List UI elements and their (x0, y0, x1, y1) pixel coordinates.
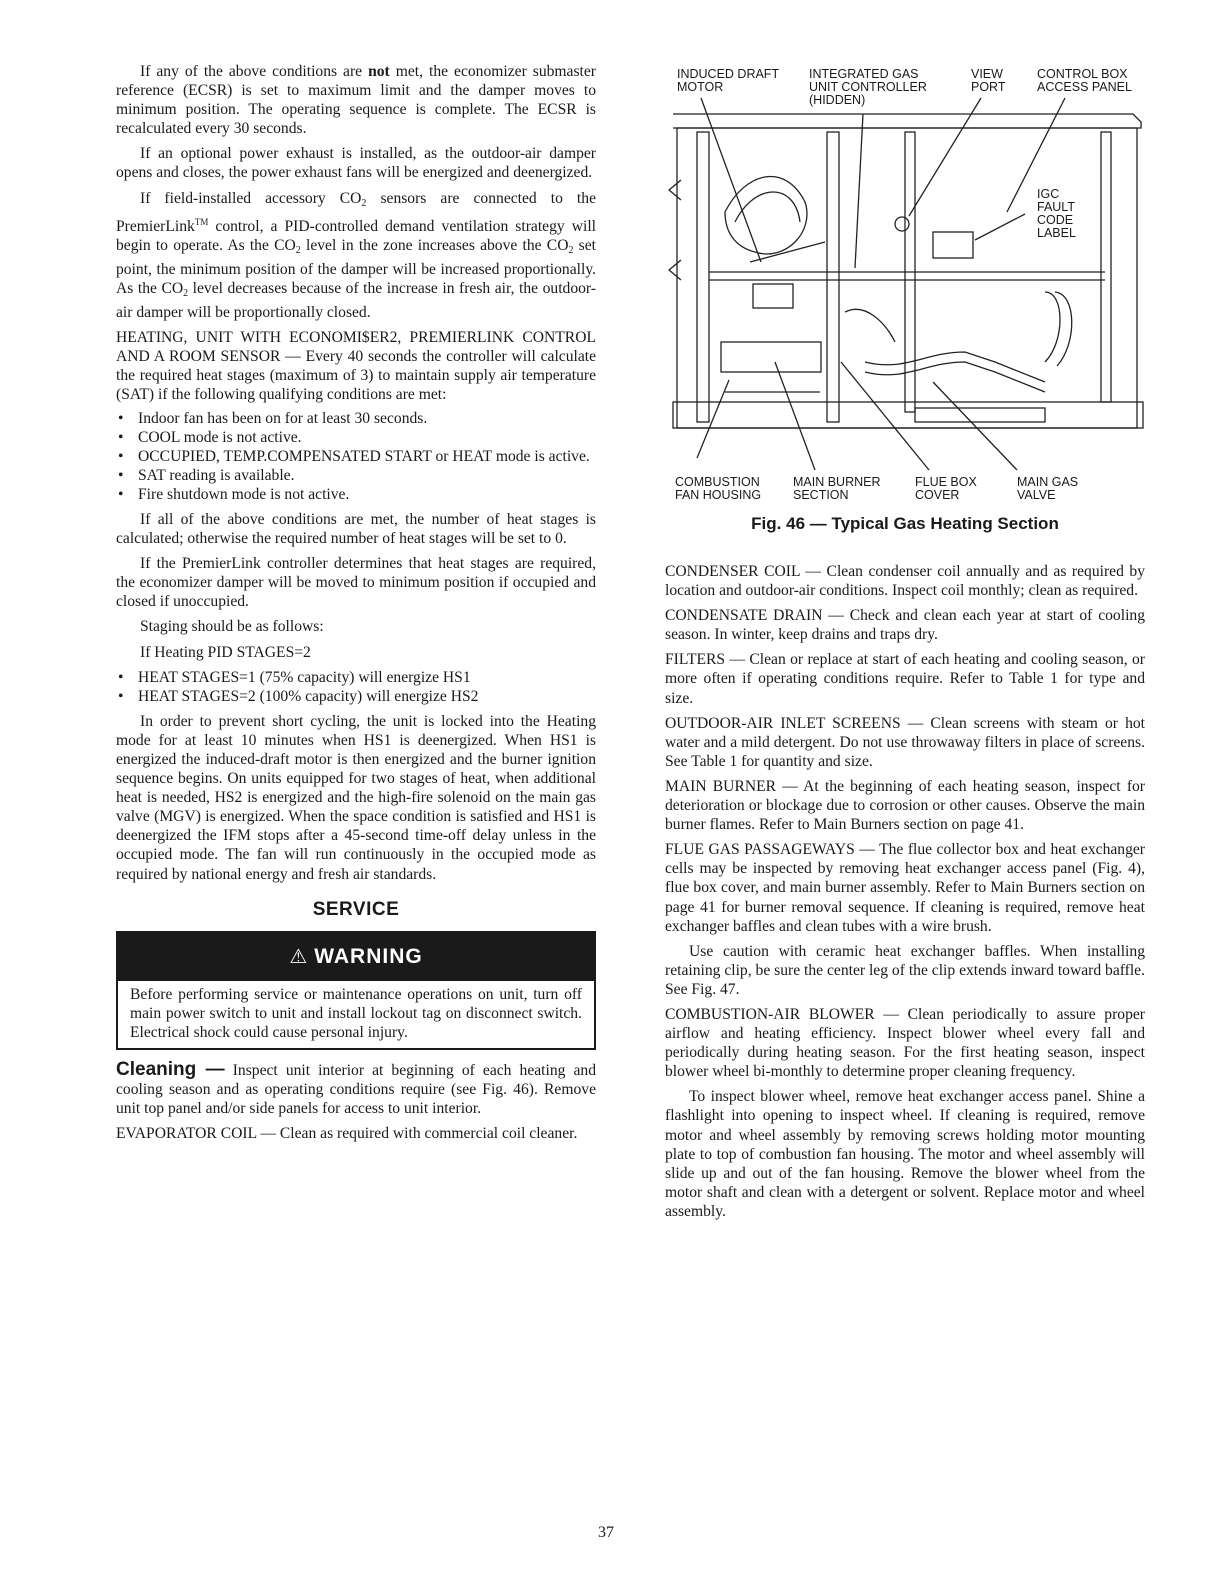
text: sensors are connected to the PremierLink (116, 189, 596, 235)
list-item: • Indoor fan has been on for at least 30 seconds. (116, 409, 596, 428)
list-item: • COOL mode is not active. (116, 428, 596, 447)
text: If any of the above conditions are (140, 63, 369, 80)
label-induced-draft-motor: INDUCED DRAFT MOTOR (677, 67, 780, 94)
section-title-service: SERVICE (312, 898, 400, 920)
text: set point, the minimum position of the damper will be increased proportionally. As the CO (116, 236, 596, 297)
stages-list (116, 668, 596, 706)
list-item: • HEAT STAGES=2 (100% capacity) will energize HS2 (116, 687, 596, 706)
figure-caption: Fig. 46 — Typical Gas Heating Section (751, 514, 1059, 533)
paragraph-evaporator: EVAPORATOR COIL — Clean as required with commercial coil cleaner. (116, 1125, 578, 1143)
label-view-port: VIEW PORT (971, 67, 1006, 94)
subscript: 2 (361, 197, 367, 209)
text: met, the economizer submaster reference (ECSR) is set to maximum limit and the damper moves to minimum position. The operating sequence is complete. The ECSR is recalculated every 30 seconds. (116, 63, 596, 138)
subscript: 2 (295, 244, 301, 256)
warning-header (118, 933, 594, 981)
paragraph-pid: If Heating PID STAGES=2 (140, 643, 311, 661)
label-flue-box-cover: FLUE BOX COVER (915, 475, 977, 502)
warning-text: Before performing service or maintenance operations on unit, turn off main power switch to unit and install lockout tag on disconnect switch. Electrical shock could cause personal injury. (130, 985, 582, 1041)
text: Inspect unit interior at beginning of each heating and cooling season and as operating conditions require (see Fig. 46). Remove unit top panel and/or side panels for access to unit interior. (116, 1062, 596, 1118)
warning-title: WARNING (314, 944, 423, 968)
label-igc-fault-code: IGC FAULT CODE LABEL (1037, 187, 1076, 240)
subscript: 2 (568, 244, 574, 256)
paragraph-staging: Staging should be as follows: (140, 618, 324, 636)
paragraph-short-cycling: In order to prevent short cycling, the unit is locked into the Heating mode for at least 10 minutes when HS1 is deenergized. When HS1 is energized the induced-draft motor is then energized and the burner ignition sequence begins. On units equipped for two stages of heat, when additional heat is needed, HS2 is energized and the high-fire solenoid on the main gas valve (MGV) is energized. When the space condition is satisfied and HS1 is deenergized the IFM stops after a 45-second time-off delay unless in the occupied mode. The fan will run continuously in the occupied mode as required by national energy and fresh air standards. (116, 712, 596, 883)
left-column (116, 62, 596, 1149)
paragraph-inlet-screens: OUTDOOR-AIR INLET SCREENS — Clean screens with steam or hot water and a mild detergent. Do not use throwaway filters in place of screens. See Table 1 for quantity and size. (665, 714, 1145, 770)
bold-not: not (368, 63, 390, 80)
paragraph-flue-gas: FLUE GAS PASSAGEWAYS — The flue collector box and heat exchanger cells may be inspected by removing heat exchanger access panel (Fig. 4), flue box cover, and main burner assembly. Refer to Main Burners section on page 41 for burner removal sequence. If cleaning is required, remove heat exchanger baffles and clean tubes with a wire brush. (665, 841, 1145, 935)
paragraph-heating: HEATING, UNIT WITH ECONOMI$ER2, PREMIERLINK CONTROL AND A ROOM SENSOR — Every 40 seconds the controller will calculate the required heat stages (maximum of 3) to maintain supply air temperature (SAT) if the following qualifying conditions are met: (116, 329, 596, 404)
list-item: • Fire shutdown mode is not active. (116, 485, 596, 504)
list-item: • OCCUPIED, TEMP.COMPENSATED START or HEAT mode is active. (116, 447, 596, 466)
paragraph-condensate-drain: CONDENSATE DRAIN — Check and clean each year at start of cooling season. In winter, keep drains and traps dry. (665, 607, 1145, 644)
warning-box (116, 931, 596, 1050)
right-column (665, 562, 1145, 1227)
paragraph-heat-stages: If all of the above conditions are met, the number of heat stages is calculated; otherwise the required number of heat stages will be set to 0. (116, 510, 596, 548)
trademark: TM (194, 216, 209, 227)
label-integrated-gas-unit-controller: INTEGRATED GAS UNIT CONTROLLER (HIDDEN) (809, 67, 927, 107)
list-item: • HEAT STAGES=1 (75% capacity) will energize HS1 (116, 668, 596, 687)
subscript: 2 (183, 287, 189, 299)
label-control-box-access-panel: CONTROL BOX ACCESS PANEL (1037, 67, 1132, 94)
paragraph-power-exhaust: If an optional power exhaust is installed, as the outdoor-air damper opens and closes, the power exhaust fans will be energized and deenergized. (116, 145, 596, 182)
paragraph-co2 (116, 189, 596, 323)
paragraph-filters: FILTERS — Clean or replace at start of each heating and cooling season, or more often if operating conditions require. Refer to Table 1 for type and size. (665, 651, 1145, 707)
text: level decreases because of the increase in fresh air, the outdoor-air damper will be proportionally closed. (116, 279, 596, 322)
label-combustion-fan-housing: COMBUSTION FAN HOUSING (675, 475, 762, 502)
paragraph-baffles: Use caution with ceramic heat exchanger baffles. When installing retaining clip, be sure the center leg of the clip extends inward toward baffle. See Fig. 47. (665, 942, 1145, 998)
paragraph-main-burner: MAIN BURNER — At the beginning of each heating season, inspect for deterioration or blockage due to corrosion or other causes. Observe the main burner flames. Refer to Main Burners section on page 41. (665, 777, 1145, 834)
paragraph-cleaning (116, 1060, 596, 1118)
list-item: • SAT reading is available. (116, 466, 596, 485)
warning-triangle-icon: ⚠ (289, 945, 309, 968)
cleaning-heading: Cleaning — (116, 1059, 225, 1081)
paragraph-combustion-blower: COMBUSTION-AIR BLOWER — Clean periodically to assure proper airflow and heating efficiency. Inspect blower wheel every fall and periodically during heating season. For the first heating season, inspect blower wheel bi-monthly to determine proper cleaning frequency. (665, 1005, 1145, 1081)
figure-gas-heating-section (665, 62, 1145, 540)
label-main-burner-section: MAIN BURNER SECTION (793, 475, 881, 502)
paragraph-inspect-blower: To inspect blower wheel, remove heat exchanger access panel. Shine a flashlight into opening to inspect wheel. If cleaning is required, remove motor and wheel assembly by removing screws holding motor mounting plate to top of combustion fan housing. The motor and wheel assembly will slide up and out of the fan housing. Remove the blower wheel from the motor shaft and clean with a detergent or solvent. Replace motor and wheel assembly. (665, 1088, 1145, 1220)
page-number: 37 (598, 1524, 614, 1541)
paragraph-ecsr (116, 62, 596, 138)
paragraph-condenser-coil: CONDENSER COIL — Clean condenser coil annually and as required by location and outdoor-air conditions. Inspect coil monthly; clean as required. (665, 563, 1145, 600)
text: level in the zone increases above the CO (300, 236, 569, 254)
gas-heating-diagram (665, 62, 1145, 502)
conditions-list (116, 409, 596, 504)
label-main-gas-valve: MAIN GAS VALVE (1017, 475, 1079, 502)
paragraph-damper: If the PremierLink controller determines that heat stages are required, the economizer damper will be moved to minimum position if occupied and closed if unoccupied. (116, 555, 596, 611)
text: control, a PID-controlled demand ventilation strategy will begin to operate. As the CO (116, 217, 596, 254)
text: If field-installed accessory CO (140, 189, 362, 207)
